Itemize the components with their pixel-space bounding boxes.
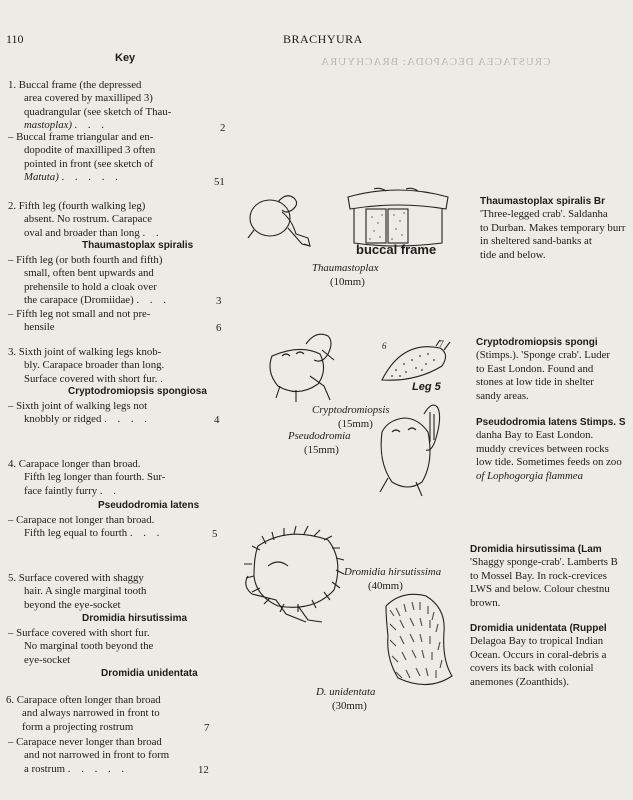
desc-hirsutissima: Dromidia hirsutissima (Lam 'Shaggy sponge-crab'. Lamberts B to Mossel Bay. In rock-crevices LWS and below. Colour chestnu brown.	[470, 544, 618, 609]
couplet-6b-goto: 12	[198, 764, 209, 776]
couplet-4b: – Carapace not longer than broad. Fifth leg equal to fourth . . .	[8, 514, 164, 540]
hirsutissima-sketch	[238, 526, 348, 626]
hirsutissima-fig-name: Dromidia hirsutissima	[344, 566, 442, 578]
leg-num-7: 7	[439, 339, 444, 349]
cryptodromiopsis-fig-size: (15mm)	[338, 418, 373, 430]
cryptodromiopsis-fig-name: Cryptodromiopsis	[312, 404, 390, 416]
hirsutissima-fig-size: (40mm)	[368, 580, 403, 592]
pseudodromia-fig-name: Pseudodromia	[288, 430, 351, 442]
couplet-5b: – Surface covered with short fur. No marginal tooth beyond the eye-socket	[8, 627, 154, 666]
running-title: BRACHYURA	[283, 32, 363, 46]
couplet-1a: 1. Buccal frame (the depressed area covered by maxilliped 3) quadrangular (see sketch of Thau- mastoplax) . . .	[8, 79, 172, 132]
buccal-frame-label: buccal frame	[356, 242, 437, 257]
cryptodromiopsis-sketch	[262, 326, 342, 406]
thaumastoplax-fig-name: Thaumastoplax	[312, 262, 379, 274]
leg-num-6: 6	[382, 341, 387, 351]
unidentata-sketch	[376, 590, 456, 694]
couplet-3b: – Sixth joint of walking legs not knobbly or ridged . . . .	[8, 400, 151, 426]
unidentata-fig-size: (30mm)	[332, 700, 367, 712]
couplet-2b: – Fifth leg (or both fourth and fifth) small, often bent upwards and prehensile to hold a cloak over the carapace (Dromiidae) . . .	[8, 254, 170, 307]
couplet-1b: – Buccal frame triangular and en- dopodite of maxilliped 3 often pointed in front (see sketch of Matuta) . . . . .	[8, 131, 156, 184]
couplet-2c-goto: 6	[216, 322, 222, 334]
couplet-1a-goto: 2	[220, 122, 226, 134]
couplet-3b-goto: 4	[214, 414, 220, 426]
taxon-dromidia-unidentata: Dromidia unidentata	[101, 668, 198, 679]
couplet-6a-goto: 7	[204, 722, 210, 734]
thaumastoplax-fig-size: (10mm)	[330, 276, 365, 288]
taxon-thaumastoplax: Thaumastoplax spiralis	[82, 240, 194, 251]
page-number: 110	[6, 32, 24, 46]
show-through-text: CRUSTACEA DECAPODA: BRACHYURA	[320, 56, 551, 68]
couplet-6b: – Carapace never longer than broad and not narrowed in front to form a rostrum . . . . .	[8, 736, 170, 775]
desc-unidentata: Dromidia unidentata (Ruppel Delagoa Bay to tropical Indian Ocean. Occurs in coral-debris a covers its back with colonial anemones (Zoanthids).	[470, 623, 607, 688]
desc-pseudodromia: Pseudodromia latens Stimps. S danha Bay to East London. muddy crevices between rocks low tide. Sometimes feeds on zoo of Lophogorgia flammea	[476, 417, 626, 482]
couplet-1b-goto: 51	[214, 176, 225, 188]
couplet-2c: – Fifth leg not small and not pre- hensile	[8, 308, 151, 334]
couplet-3a: 3. Sixth joint of walking legs knob- bly. Carapace broader than long. Surface covered with short fur. .	[8, 346, 165, 385]
pseudodromia-fig-size: (15mm)	[304, 444, 339, 456]
couplet-4a: 4. Carapace longer than broad. Fifth leg longer than fourth. Sur- face faintly furry . .	[8, 458, 166, 497]
desc-thaumastoplax: Thaumastoplax spiralis Br 'Three-legged crab'. Saldanha to Durban. Makes temporary burr in sheltered sand-banks at tide and below.	[480, 196, 626, 261]
leg5-label: Leg 5	[412, 381, 441, 393]
pseudodromia-sketch	[372, 402, 452, 502]
taxon-pseudodromia: Pseudodromia latens	[98, 500, 200, 511]
key-heading: Key	[115, 52, 136, 64]
couplet-2b-goto: 3	[216, 295, 222, 307]
couplet-2a: 2. Fifth leg (fourth walking leg) absent. No rostrum. Carapace oval and broader than long . .	[8, 200, 163, 239]
couplet-4b-goto: 5	[212, 528, 218, 540]
thaumastoplax-sketch	[240, 188, 320, 258]
desc-cryptodromiopsis: Cryptodromiopsis spongi (Stimps.). 'Sponge crab'. Luder to East London. Found and stones at low tide in shelter sandy areas.	[476, 337, 611, 402]
couplet-5a: 5. Surface covered with shaggy hair. A single marginal tooth beyond the eye-socket	[8, 572, 147, 611]
unidentata-fig-name: D. unidentata	[316, 686, 376, 698]
couplet-6a: 6. Carapace often longer than broad and always narrowed in front to form a projecting rostrum	[6, 694, 161, 733]
taxon-dromidia-hirsutissima: Dromidia hirsutissima	[82, 613, 188, 624]
taxon-cryptodromiopsis: Cryptodromiopsis spongiosa	[68, 386, 207, 397]
